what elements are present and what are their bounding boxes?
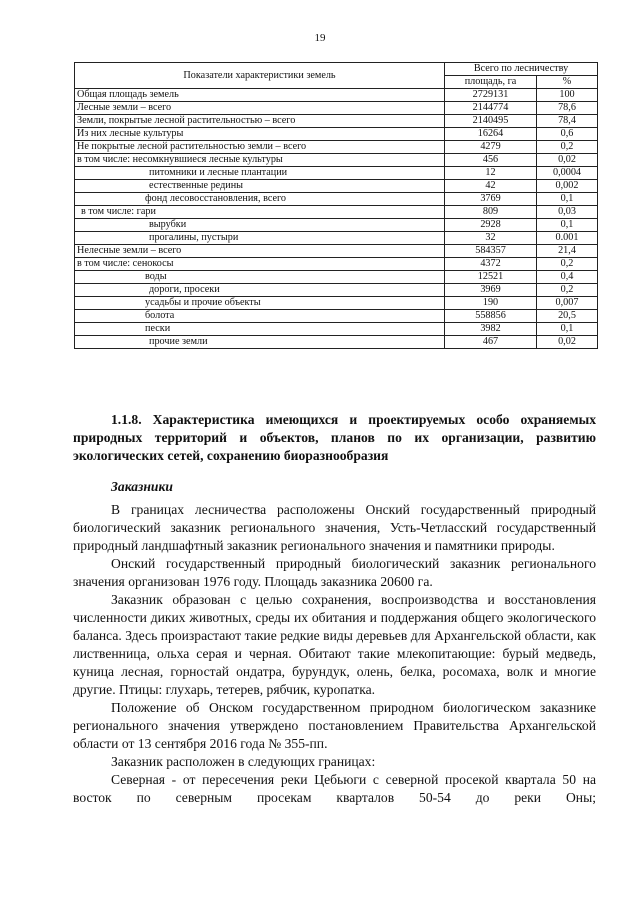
row-area: 809	[445, 206, 537, 219]
row-label: вырубки	[75, 219, 445, 232]
header-area: площадь, га	[445, 76, 537, 89]
row-label: естественные редины	[75, 180, 445, 193]
row-percent: 0,002	[537, 180, 598, 193]
paragraph: Онский государственный природный биологический заказник регионального значения организован 1976 году. Площадь заказника 20600 га.	[73, 556, 596, 589]
table-row	[75, 245, 598, 258]
row-label: усадьбы и прочие объекты	[75, 297, 445, 310]
row-area: 42	[445, 180, 537, 193]
row-area: 2140495	[445, 115, 537, 128]
subsection-title: Заказники	[111, 479, 173, 494]
row-label: Лесные земли – всего	[75, 102, 445, 115]
table-row	[75, 323, 598, 336]
table-row	[75, 180, 598, 193]
table-row	[75, 271, 598, 284]
row-area: 2928	[445, 219, 537, 232]
table-row	[75, 167, 598, 180]
row-percent: 0,2	[537, 141, 598, 154]
row-percent: 78,4	[537, 115, 598, 128]
row-label: Из них лесные культуры	[75, 128, 445, 141]
row-label: воды	[75, 271, 445, 284]
row-area: 456	[445, 154, 537, 167]
row-percent: 20,5	[537, 310, 598, 323]
paragraph: В границах лесничества расположены Онский государственный природный биологический заказник регионального значения, Усть-Четласский государственный природный ландшафтный заказник регионального значения и памятники природы.	[73, 502, 596, 553]
row-label: прогалины, пустыри	[75, 232, 445, 245]
row-percent: 0.001	[537, 232, 598, 245]
table-row	[75, 89, 598, 102]
row-percent: 78,6	[537, 102, 598, 115]
paragraph: Положение об Онском государственном природном биологическом заказнике регионального значения утверждено постановлением Правительства Архангельской области от 13 сентября 2016 года № 355-пп.	[73, 700, 596, 751]
section-heading: 1.1.8. Характеристика имеющихся и проектируемых особо охраняемых природных территорий и объектов, планов по их организации, развитию экологических сетей, сохранению биоразнообразия	[73, 412, 596, 463]
table-row	[75, 219, 598, 232]
table-row	[75, 102, 598, 115]
row-area: 3982	[445, 323, 537, 336]
header-total: Всего по лесничеству	[445, 63, 598, 76]
paragraph: Северная - от пересечения реки Цебьюги с северной просекой квартала 50 на восток по северным просекам кварталов 50-54 до реки Оны;	[73, 772, 596, 805]
row-label: Земли, покрытые лесной растительностью – всего	[75, 115, 445, 128]
table-row	[75, 128, 598, 141]
row-label: Нелесные земли – всего	[75, 245, 445, 258]
row-area: 2729131	[445, 89, 537, 102]
table-row	[75, 284, 598, 297]
row-percent: 0,2	[537, 284, 598, 297]
row-area: 32	[445, 232, 537, 245]
header-indicators: Показатели характеристики земель	[75, 63, 445, 89]
row-percent: 0,1	[537, 219, 598, 232]
row-percent: 0,4	[537, 271, 598, 284]
row-label: в том числе: несомкнувшиеся лесные культуры	[75, 154, 445, 167]
row-label: пески	[75, 323, 445, 336]
row-percent: 0,0004	[537, 167, 598, 180]
table-row	[75, 258, 598, 271]
table-row	[75, 232, 598, 245]
row-area: 190	[445, 297, 537, 310]
table-row	[75, 154, 598, 167]
row-area: 3769	[445, 193, 537, 206]
table-row	[75, 310, 598, 323]
table-row	[75, 193, 598, 206]
paragraph: Заказник образован с целью сохранения, воспроизводства и восстановления численности диких животных, среды их обитания и поддержания общего экологического баланса. Здесь произрастают такие редкие виды деревьев для Архангельской области, как лиственница, ольха серая и черная. Обитают такие млекопитающие: бурый медведь, куница лесная, горностай ондатра, бурундук, олень, белка, росомаха, волк и многие другие. Птицы: глухарь, тетерев, рябчик, куропатка.	[73, 592, 596, 697]
row-area: 3969	[445, 284, 537, 297]
row-percent: 100	[537, 89, 598, 102]
row-percent: 0,1	[537, 193, 598, 206]
table-row	[75, 141, 598, 154]
row-area: 16264	[445, 128, 537, 141]
row-percent: 0,2	[537, 258, 598, 271]
row-label: болота	[75, 310, 445, 323]
header-percent: %	[537, 76, 598, 89]
row-area: 467	[445, 336, 537, 349]
row-percent: 21,4	[537, 245, 598, 258]
row-label: Не покрытые лесной растительностью земли – всего	[75, 141, 445, 154]
table-row	[75, 297, 598, 310]
body-text	[73, 501, 596, 807]
page-number: 19	[314, 32, 326, 44]
row-area: 12521	[445, 271, 537, 284]
row-label: в том числе: сенокосы	[75, 258, 445, 271]
paragraph: Заказник расположен в следующих границах:	[111, 754, 376, 769]
row-area: 4279	[445, 141, 537, 154]
row-percent: 0,1	[537, 323, 598, 336]
row-label: дороги, просеки	[75, 284, 445, 297]
row-percent: 0,007	[537, 297, 598, 310]
row-label: питомники и лесные плантации	[75, 167, 445, 180]
land-characteristics-table	[74, 62, 598, 349]
row-area: 558856	[445, 310, 537, 323]
table-row	[75, 336, 598, 349]
table-row	[75, 115, 598, 128]
row-label: Общая площадь земель	[75, 89, 445, 102]
row-percent: 0,6	[537, 128, 598, 141]
row-percent: 0,03	[537, 206, 598, 219]
row-label: прочие земли	[75, 336, 445, 349]
row-area: 12	[445, 167, 537, 180]
row-label: в том числе: гари	[75, 206, 445, 219]
table-row	[75, 206, 598, 219]
row-percent: 0,02	[537, 154, 598, 167]
row-area: 4372	[445, 258, 537, 271]
row-percent: 0,02	[537, 336, 598, 349]
row-label: фонд лесовосстановления, всего	[75, 193, 445, 206]
row-area: 584357	[445, 245, 537, 258]
row-area: 2144774	[445, 102, 537, 115]
